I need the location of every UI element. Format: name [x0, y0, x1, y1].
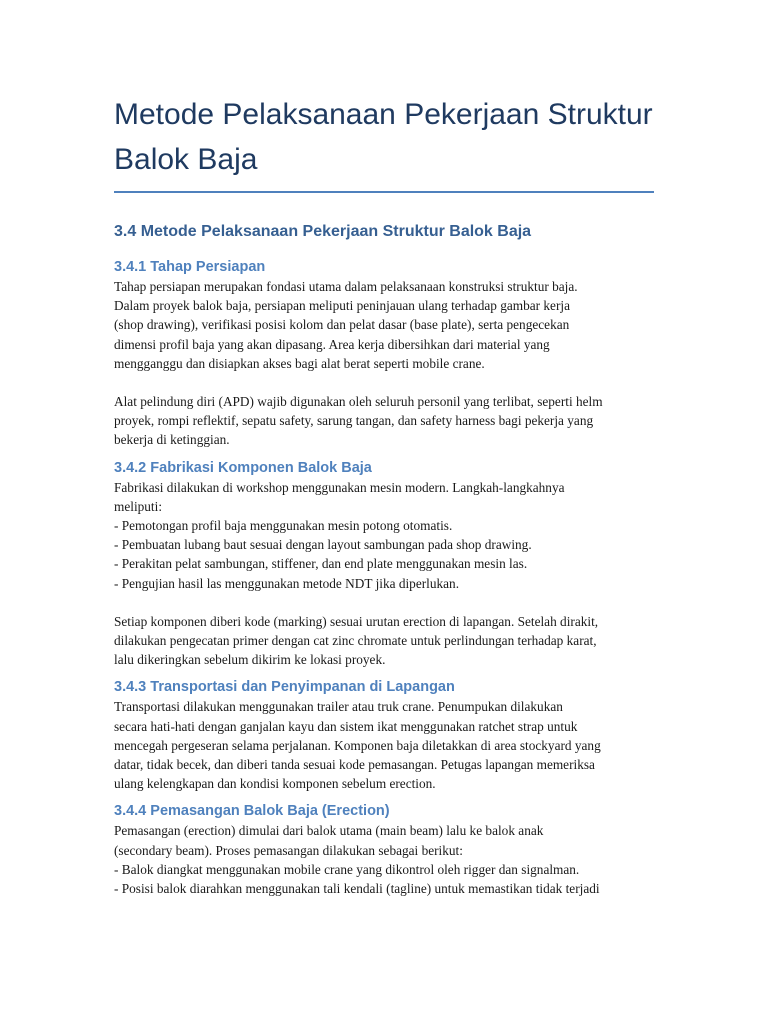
list-item: - Perakitan pelat sambungan, stiffener, dan end plate menggunakan mesin las.: [114, 556, 528, 572]
paragraph: [114, 821, 654, 898]
list-item: - Pemotongan profil baja menggunakan mesin potong otomatis.: [114, 518, 453, 534]
section-heading: 3.4 Metode Pelaksanaan Pekerjaan Struktur Balok Baja: [114, 223, 532, 240]
text-line: Tahap persiapan merupakan fondasi utama dalam pelaksanaan konstruksi struktur baja.: [114, 279, 578, 294]
paragraph: [114, 277, 654, 373]
text-line: Fabrikasi dilakukan di workshop menggunakan mesin modern. Langkah-langkahnya: [114, 479, 565, 495]
paragraph: [114, 612, 654, 670]
paragraph: [114, 697, 654, 793]
text-line: datar, tidak becek, dan diberi tanda sesuai kode pemasangan. Petugas lapangan memeriksa: [114, 757, 595, 773]
text-line: (secondary beam). Proses pemasangan dilakukan sebagai berikut:: [114, 842, 463, 858]
subsection-heading-erection: 3.4.4 Pemasangan Balok Baja (Erection): [114, 803, 390, 820]
document-title: [114, 0, 654, 182]
text-line: secara hati-hati dengan ganjalan kayu dan sistem ikat menggunakan ratchet strap untuk: [114, 718, 578, 734]
text-line: dimensi profil baja yang akan dipasang. Area kerja dibersihkan dari material yang: [114, 336, 550, 352]
document-title-line: Balok Baja: [114, 143, 258, 176]
list-item: - Balok diangkat menggunakan mobile crane yang dikontrol oleh rigger dan signalman.: [114, 861, 580, 877]
text-line: Transportasi dilakukan menggunakan trailer atau truk crane. Penumpukan dilakukan: [114, 699, 563, 715]
text-line: meliputi:: [114, 498, 163, 514]
text-line: Pemasangan (erection) dimulai dari balok utama (main beam) lalu ke balok anak: [114, 823, 544, 839]
text-line: Setiap komponen diberi kode (marking) sesuai urutan erection di lapangan. Setelah dirakit,: [114, 613, 599, 629]
text-line: mengganggu dan disiapkan akses bagi alat berat seperti mobile crane.: [114, 355, 485, 371]
list-item: - Pembuatan lubang baut sesuai dengan layout sambungan pada shop drawing.: [114, 537, 532, 553]
text-line: lalu dikeringkan sebelum dikirim ke lokasi proyek.: [114, 652, 386, 668]
text-line: Alat pelindung diri (APD) wajib digunakan oleh seluruh personil yang terlibat, seperti helm: [114, 394, 603, 410]
list-item: - Posisi balok diarahkan menggunakan tali kendali (tagline) untuk memastikan tidak terjadi: [114, 881, 600, 897]
text-line: ulang kelengkapan dan kondisi komponen sebelum erection.: [114, 776, 436, 792]
text-line: bekerja di ketinggian.: [114, 432, 230, 448]
title-underline-rule: [114, 191, 654, 193]
text-line: dilakukan pengecatan primer dengan cat zinc chromate untuk perlindungan terhadap karat,: [114, 633, 597, 649]
text-line: proyek, rompi reflektif, sepatu safety, sarung tangan, dan safety harness bagi pekerja yang: [114, 413, 594, 429]
subsection-heading-persiapan: 3.4.1 Tahap Persiapan: [114, 259, 266, 275]
paragraph: [114, 392, 654, 450]
paragraph-spacer: [114, 593, 654, 612]
list-item: - Pengujian hasil las menggunakan metode NDT jika diperlukan.: [114, 575, 460, 591]
text-line: mencegah pergeseran selama perjalanan. Komponen baja diletakkan di area stockyard yang: [114, 737, 601, 753]
subsection-heading-transportasi: 3.4.3 Transportasi dan Penyimpanan di Lapangan: [114, 679, 455, 696]
subsection-heading-fabrikasi: 3.4.2 Fabrikasi Komponen Balok Baja: [114, 459, 372, 476]
paragraph: [114, 478, 654, 593]
paragraph-spacer: [114, 373, 654, 392]
text-line: (shop drawing), verifikasi posisi kolom dan pelat dasar (base plate), serta pengecekan: [114, 317, 570, 333]
document-title-line: Metode Pelaksanaan Pekerjaan Struktur: [114, 98, 653, 131]
text-line: Dalam proyek balok baja, persiapan meliputi peninjauan ulang terhadap gambar kerja: [114, 298, 570, 314]
